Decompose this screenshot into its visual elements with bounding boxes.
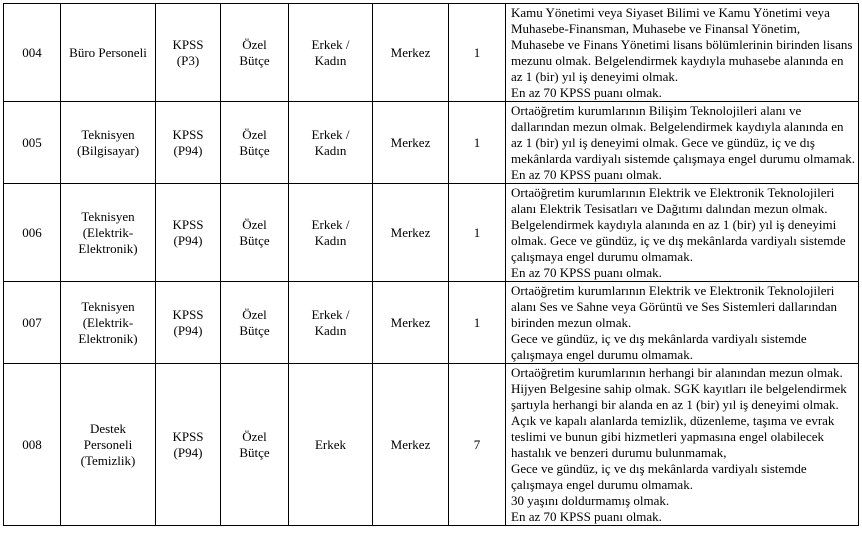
table-row (4, 184, 859, 282)
table-row (4, 102, 859, 184)
gender: Erkek / Kadın (289, 282, 373, 364)
gender: Erkek / Kadın (289, 4, 373, 102)
exam-type: KPSS (P94) (156, 184, 221, 282)
exam-type: KPSS (P94) (156, 282, 221, 364)
budget-type: Özel Bütçe (221, 282, 289, 364)
positions-table (3, 3, 859, 526)
exam-type: KPSS (P94) (156, 364, 221, 526)
table-row (4, 282, 859, 364)
position-title: Destek Personeli (Temizlik) (61, 364, 156, 526)
exam-type: KPSS (P94) (156, 102, 221, 184)
qualifications: Ortaöğretim kurumlarının Elektrik ve Elektronik Teknolojileri alanı Elektrik Tesisatları ve Dağıtımı dalından mezun olmak. Belgelendirmek kaydıyla alanında en az 1 (bir) yıl iş deneyimi olmak. Gece ve gündüz, iç ve dış mekânlarda vardiyalı sistemde çalışmaya engel durumu olmamak. En az 70 KPSS puanı olmak. (506, 184, 859, 282)
exam-type: KPSS (P3) (156, 4, 221, 102)
position-code: 006 (4, 184, 61, 282)
gender: Erkek / Kadın (289, 184, 373, 282)
position-title: Teknisyen (Bilgisayar) (61, 102, 156, 184)
gender: Erkek / Kadın (289, 102, 373, 184)
qualifications: Ortaöğretim kurumlarının herhangi bir alanından mezun olmak. Hijyen Belgesine sahip olmak. SGK kayıtları ile belgelendirmek şartıyla herhangi bir alanda en az 1 (bir) yıl iş deneyimi olmak. Açık ve kapalı alanlarda temizlik, düzenleme, taşıma ve evrak teslimi ve bunun gibi hizmetleri yapmasına engel olabilecek hastalık ve benzeri durumu bulunmamak, Gece ve gündüz, iç ve dış mekânlarda vardiyalı sistemde çalışmaya engel durumu olmamak. 30 yaşını doldurmamış olmak. En az 70 KPSS puanı olmak. (506, 364, 859, 526)
position-title: Teknisyen (Elektrik- Elektronik) (61, 282, 156, 364)
qualifications: Ortaöğretim kurumlarının Elektrik ve Elektronik Teknolojileri alanı Ses ve Sahne veya Görüntü ve Ses Sistemleri dallarından birinden mezun olmak. Gece ve gündüz, iç ve dış mekânlarda vardiyalı sistemde çalışmaya engel durumu olmamak. (506, 282, 859, 364)
positions-table-container (3, 3, 858, 526)
table-body (4, 4, 859, 526)
location: Merkez (373, 102, 449, 184)
position-title: Teknisyen (Elektrik- Elektronik) (61, 184, 156, 282)
position-count: 1 (449, 282, 506, 364)
position-count: 1 (449, 4, 506, 102)
location: Merkez (373, 282, 449, 364)
position-title: Büro Personeli (61, 4, 156, 102)
position-count: 1 (449, 102, 506, 184)
budget-type: Özel Bütçe (221, 4, 289, 102)
budget-type: Özel Bütçe (221, 184, 289, 282)
location: Merkez (373, 364, 449, 526)
location: Merkez (373, 4, 449, 102)
position-count: 1 (449, 184, 506, 282)
position-code: 004 (4, 4, 61, 102)
position-code: 007 (4, 282, 61, 364)
budget-type: Özel Bütçe (221, 102, 289, 184)
table-row (4, 4, 859, 102)
position-code: 005 (4, 102, 61, 184)
budget-type: Özel Bütçe (221, 364, 289, 526)
position-count: 7 (449, 364, 506, 526)
gender: Erkek (289, 364, 373, 526)
table-row (4, 364, 859, 526)
position-code: 008 (4, 364, 61, 526)
location: Merkez (373, 184, 449, 282)
qualifications: Kamu Yönetimi veya Siyaset Bilimi ve Kamu Yönetimi veya Muhasebe-Finansman, Muhasebe ve Finansal Yönetim, Muhasebe ve Finans Yönetimi lisans bölümlerinin birinden lisans mezunu olmak. Belgelendirmek kaydıyla muhasebe alanında en az 1 (bir) yıl iş deneyimi olmak. En az 70 KPSS puanı olmak. (506, 4, 859, 102)
qualifications: Ortaöğretim kurumlarının Bilişim Teknolojileri alanı ve dallarından mezun olmak. Belgelendirmek kaydıyla alanında en az 1 (bir) yıl iş deneyimi olmak. Gece ve gündüz, iç ve dış mekânlarda vardiyalı sistemde çalışmaya engel durumu olmamak. En az 70 KPSS puanı olmak. (506, 102, 859, 184)
